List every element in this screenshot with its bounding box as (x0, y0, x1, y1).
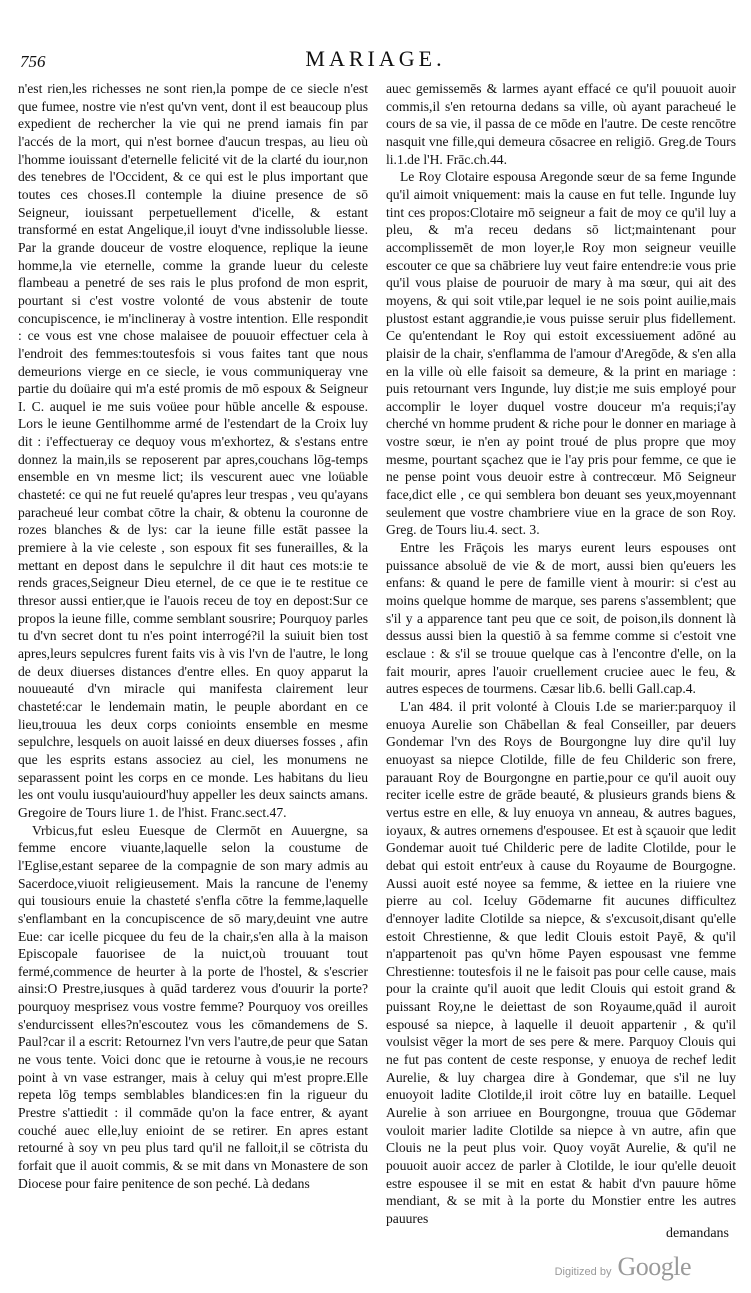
paragraph: auec gemissemēs & larmes ayant effacé ce qu'il pouuoit auoir commis,il s'en retourna dedans sa ville, où ayant paracheué le cours de sa vie, il passa de ce mōde en l'autre. De ceste rencōtre nasquit vne fille,qui demeura cōsacree en religiō. Greg.de Tours li.1.de l'H. Frāc.ch.44. (386, 81, 736, 167)
left-column (18, 80, 368, 1230)
digitized-by-label: Digitized by (554, 1266, 612, 1278)
paragraph: n'est rien,les richesses ne sont rien,la pompe de ce siecle n'est que fumee, nostre vie n'est qu'vn vent, dont il est beaucoup plus expedient de rechercher la vie qui ne prend iamais fin par l'accés de la mort, qui n'est bornee d'aucun trespas, au lieu où l'homme iouissant d'eternelle felicité vit de la clarté du iour,non des tenebres de l'Occident, & ce qui est le plus important que toutes ces choses.Il contemple la diuine presence de sō Seigneur, iouissant perpetuellement d'icelle, & estant transformé en estat Angelique,il iouyt d'vne indissoluble liesse. Par la grande douceur de vostre eloquence, replique la ieune homme,la vie eternelle, comme la grande lueur du celeste flambeau a penetré de ses rais le plus profond de mon esprit, pourtant si c'est vostre volonté de vous abstenir de toute concupiscence, ie m'inclineray à vostre intention. Elle respondit : ce vous est vne chose malaisee de pouuoir effectuer cela à l'endroit des femmes:toutesfois si vous faites tant que nous demeurions vierge en ce siecle, ie vous communiqueray vne partie du doüaire qui m'a esté promis de mō espoux & Seigneur I. C. auquel ie me suis voüee pour hūble ancelle & espouse. Lors le ieune Gentilhomme armé de l'estendart de la Croix luy dit : i'effectueray ce dequoy vous m'exhortez, & s'estans entre donnez la main,ils se reposerent par apres,couchans lōg-temps ensemble en vn mesme lict; ils vescurent auec vne loüable chasteté: ce qui ne fut reuelé qu'apres leur trespas , veu qu'ayans paracheué leur combat cōtre la chair, & obtenu la couronne de rozes blanches & de lys: car la ieune fille estāt passee la premiere à la vie celeste , son espoux fit ses funerailles, & la mettant en depost dans le sepulchre il dit haut ces mots:ie te rends graces,Seigneur Dieu eternel, de ce que ie te restitue ce thresor aussi entier,que ie l'auois receu de toy en depost:Sur ce propos la ieune fille, comme semblant sousrire; Pourquoy parles tu d'vn secret dont tu n'es point interrogé?il la suiuit bien tost apres,leurs sepulcres furent faits vis à vis l'vn de l'autre, le long de deux diuerses distances d'entre elles. En quoy apparut la nouueauté d'vn miracle qui manifesta clairement leur chasteté:car le lendemain matin, le peuple abordant en ce lieu,trouua les deux corps conioints ensemble en mesme sepulchre, lesquels on auoit laissé en deux diuerses fosses , afin que les esprits estans associez au ciel, les monumens ne separassent point les corps en ce monde. Les habitans du lieu les ont voulu iusqu'auiourd'huy appeller les deux saincts amans. Gregoire de Tours liure 1. de l'hist. Franc.sect.47. (18, 81, 368, 820)
text-columns (18, 80, 736, 1230)
digitized-watermark (555, 1252, 691, 1282)
paragraph: Le Roy Clotaire espousa Aregonde sœur de sa feme Ingunde qu'il aimoit vniquement: mais la cause en fut telle. Ingunde luy tint ces propos:Clotaire mō seigneur a fait de moy ce qu'il luy a pleu, & m'a receu dedans sō lict;maintenant pour accomplissemēt de mon loyer,le Roy mon seigneur veuille escouter ce que sa chābriere luy veut faire entendre:ie vous prie qu'il vous plaise de pouruoir de mary à ma sœur, qui ait des moyens, & qui soit vtile,par lequel ie ne sois point auilie,mais plustost estant aggrandie,ie vous puisse seruir plus fidellement. Ce qu'entendant le Roy qui estoit excessiuement adōné au plaisir de la chair, s'enflamma de l'amour d'Aregōde, & s'en alla en la ville où elle faisoit sa demeure, & la print en mariage : puis retournant vers Ingunde, luy dist;ie me suis employé pour accomplir le loyer duquel vostre douceur m'a requis;i'ay cherché vn homme prudent & riche pour le donner en mariage à vostre sœur, ie n'en ay point troué de plus propre que moy mesme, pourtant sçachez que ie l'ay pris pour femme, ce que ie ne pense point vous deuoir estre à contrecœur. Mō Seigneur face,dict elle , ce qui semblera bon deuant ses yeux,moyennant seulement que vostre chambriere viue en la grace de son Roy. Greg. de Tours liu.4. sect. 3. (386, 169, 736, 538)
paragraph: Vrbicus,fut esleu Euesque de Clermōt en Auuergne, sa femme encore viuante,laquelle selon la coustume de l'Eglise,estant separee de la compagnie de son mary admis au Sacerdoce,viuoit religieusement. Mais la rancune de l'enemy qui tousiours enuie la chasteté s'enfla cōtre la femme,laquelle s'enflambant en la concupiscence de sō mary,deuint vne autre Eue: car icelle picquee du feu de la chair,s'en alla à la maison Episcopale fauorisee de la nuict,où trouuant tout fermé,commence de heurter à la porte de l'hostel, & s'escrier ainsi:O Prestre,iusques à quād tarderez vous d'ouurir la porte? pourquoy mesprisez vous vostre femme? Pourquoy vos oreilles s'endurcissent elles?n'escoutez vous les cōmandemens de S. Paul?car il a escrit: Retournez l'vn vers l'autre,de peur que Satan ne vous tente. Voici donc que ie retourne à vous,ie ne recours point à vn vase estranger, mais à celuy qui m'est propre.Elle repeta lōg temps semblables blandices:en fin la rigueur du Prestre s'attiedit : il commāde qu'on la face entrer, & ayant couché auec elle,luy enioint de se retirer. En apres estant retourné à soy vn peu plus tard qu'il ne falloit,il se cōtrista du forfait que il auoit commis, & se mit dans vn Monastere de son Diocese pour faire penitence de son peché. Là dedans (18, 822, 368, 1191)
page-number: 756 (20, 52, 46, 71)
running-title: MARIAGE. (305, 46, 446, 71)
catchword: demandans (666, 1226, 729, 1241)
paragraph: L'an 484. il prit volonté à Clouis I.de se marier:parquoy il enuoya Aurelie son Chābellan & feal Conseiller, par deuers Gondemar l'vn des Roys de Bourgongne luy dire qu'il luy enuoyast sa niepce Clotilde, fille de feu Childeric son frere, parauant Roy de Bourgongne en partie,pour ce qu'il auoit ouy reciter icelle estre de grāde beauté, & plusieurs grands biens & vertus estre en elle, & luy enuoya vn anneau, & autres bagues, ioyaux, & autres ornemens d'espousee. Et est à sçauoir que ledit Gondemar auoit tué Childeric pere de ladite Clotilde, pour le debat qui estoit entr'eux à cause du Royaume de Bourgogne. Aussi auoit esté noyee sa femme, & iettee en la riuiere vne pierre au col. Iceluy Gōdemarne fit aucunes difficultez d'ennoyer ladite Clotilde sa niepce, & s'excusoit,disant qu'elle estoit Chrestienne, & que ledit Clouis estoit Payē, & qu'il n'appartenoit pas qu'vn hōme Payen espousast vne femme Chrestienne: toutesfois il ne le faisoit pas pour celle cause, mais pour la crainte qu'il auoit que ledit Clouis qui estoit grand & puissant Roy,ne le deiettast de son Royaume,quād il auroit espousé sa niepce, à laquelle il deuoit appartenir , & qu'il voulsist vēger la mort de ses pere & mere. Parquoy Clouis qui ne fut pas content de ceste response, y enuoya de rechef ledit Aurelie, & luy chargea dire à Gondemar, que s'il ne luy enuoyoit ladite Clotilde,il iroit cōtre luy en bataille. Lequel Aurelie à son arriuee en Bourgongne, trouua que Gōdemar vouloit marier ladite Clotilde sa niepce à vn autre, afin que Clouis ne la peut plus voir. Quoy voyāt Aurelie, & qu'il ne pouuoit auoir accez de parler à Clotilde, le iour qu'elle deuoit estre espousee il se mit en estat & habit d'vn pauure hōme mendiant, & se mit à la porte du Monstier entre les autres pauures (386, 698, 736, 1226)
google-logo: Google (617, 1252, 691, 1281)
paragraph: Entre les Frāçois les marys eurent leurs espouses ont puissance absoluë de vie & de mort, aussi bien qu'euers les enfans: & quand le pere de famille vient à mourir: si c'est au moins quelque homme de marque, ses parens s'assemblent; que s'il y a apparence tant peu que ce soit, de poison,ils donnent là dessus aussi bien la questiō à sa femme comme si c'estoit vne esclaue : & s'il se trouue quelque cas à l'encontre d'elle, on la fait mourir, apres l'auoir cruellement cruciee auec le feu, & autres especes de tourmens. Cæsar lib.6. belli Gall.cap.4. (386, 540, 736, 697)
right-column (386, 80, 736, 1230)
